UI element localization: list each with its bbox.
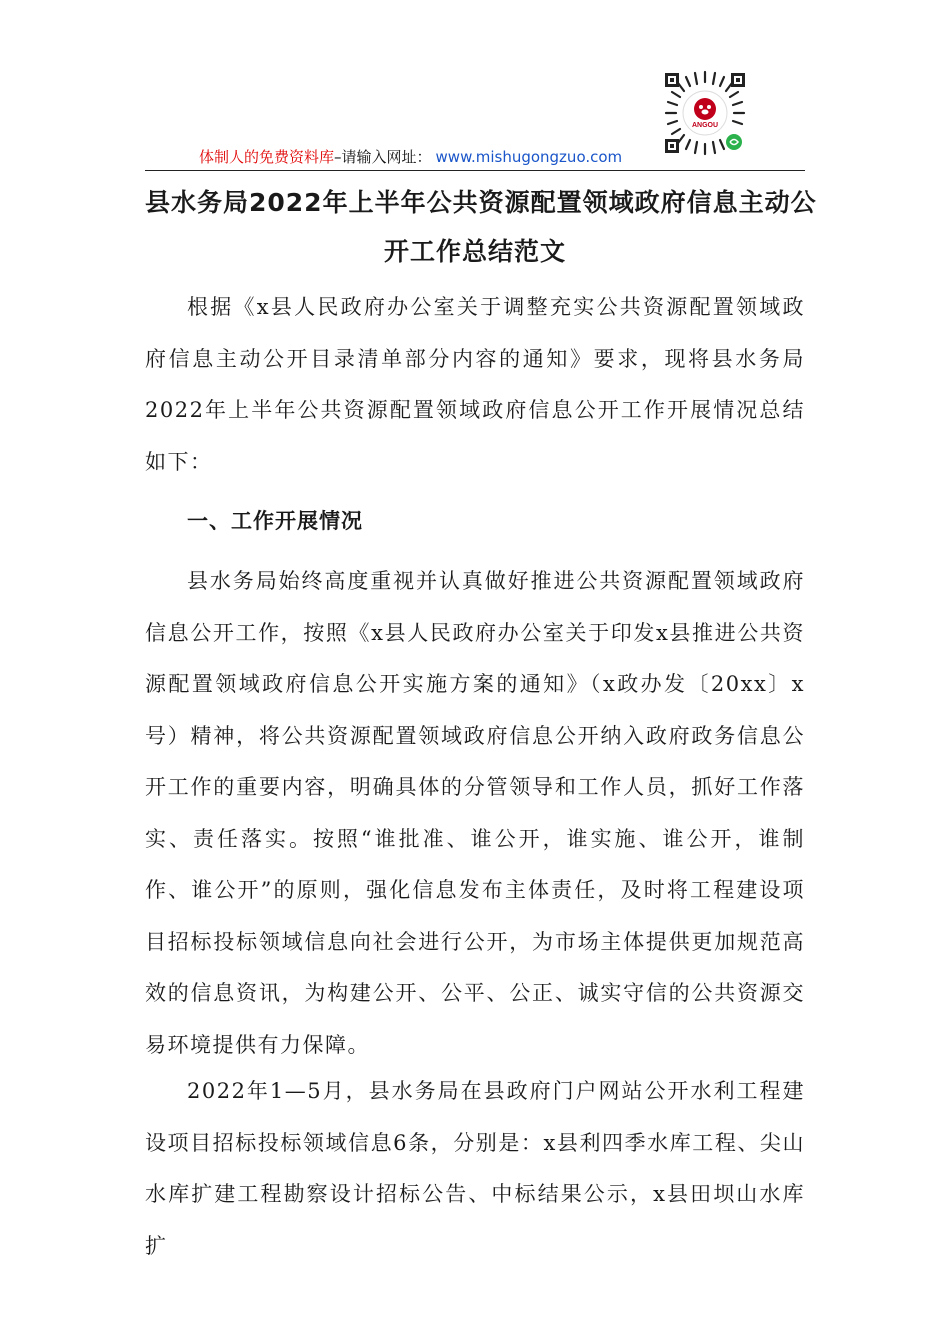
section-heading-1: 一、工作开展情况: [187, 509, 363, 533]
document-title-line-2: 开工作总结范文: [383, 237, 566, 266]
qr-logo-text: ANGOU: [691, 122, 719, 129]
header-banner: [199, 146, 622, 167]
site-url-link[interactable]: www.mishugongzuo.com: [435, 148, 623, 166]
url-prompt: –请输入网址：: [334, 148, 432, 166]
body-paragraph-1: 县水务局始终高度重视并认真做好推进公共资源配置领域政府信息公开工作，按照《x县人民政府办公室关于印发x县推进公共资源配置领域政府信息公开实施方案的通知》（x政办发〔20xx〕x号）精神，将公共资源配置领域政府信息公开纳入政府政务信息公开工作的重要内容，明确具体的分管领导和工作人员，抓好工作落实、责任落实。按照“谁批准、谁公开，谁实施、谁公开，谁制作、谁公开”的原则，强化信息发布主体责任，及时将工程建设项目招标投标领域信息向社会进行公开，为市场主体提供更加规范高效的信息资讯，为构建公开、公平、公正、诚实守信的公共资源交易环境提供有力保障。: [145, 569, 805, 1057]
body-paragraph-2: 2022年1—5月，县水务局在县政府门户网站公开水利工程建设项目招标投标领域信息6条，分别是：x县利四季水库工程、尖山水库扩建工程勘察设计招标公告、中标结果公示，x县田坝山水库扩: [145, 1079, 805, 1258]
qr-code-icon[interactable]: [660, 68, 750, 158]
document-title-line-1: 县水务局2022年上半年公共资源配置领域政府信息主动公: [145, 188, 817, 217]
site-name: 体制人的免费资料库: [199, 148, 335, 166]
intro-paragraph: 根据《x县人民政府办公室关于调整充实公共资源配置领域政府信息主动公开目录清单部分内容的通知》要求，现将县水务局2022年上半年公共资源配置领域政府信息公开工作开展情况总结如下：: [145, 295, 805, 474]
